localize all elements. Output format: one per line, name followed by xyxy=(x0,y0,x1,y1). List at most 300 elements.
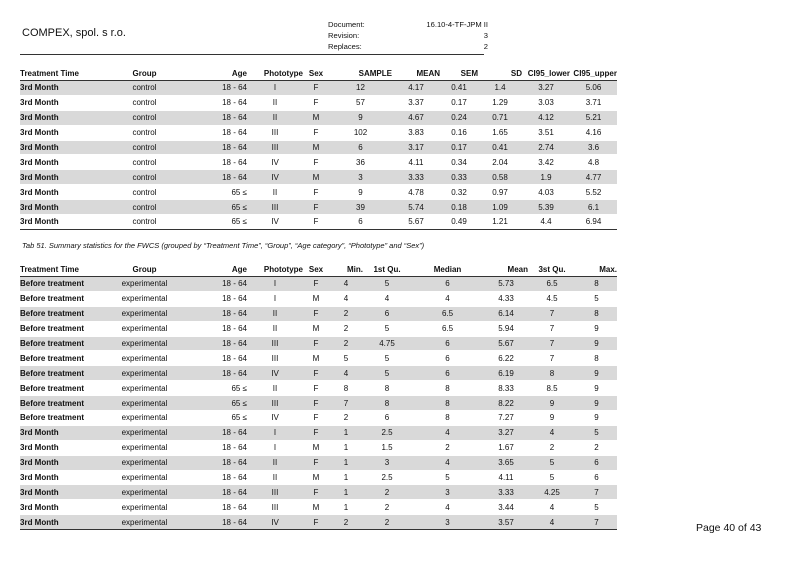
column-header: Mean xyxy=(484,263,528,277)
table-cell: 4.03 xyxy=(522,185,570,200)
table-cell: 1 xyxy=(329,470,363,485)
table-cell: F xyxy=(303,306,329,321)
table-cell: 8.33 xyxy=(484,381,528,396)
table-cell: experimental xyxy=(102,411,187,426)
table-cell: 6.1 xyxy=(570,200,617,215)
header-row xyxy=(20,67,617,81)
table-cell: 4 xyxy=(411,455,484,470)
table-cell: 4 xyxy=(363,291,411,306)
table-cell: M xyxy=(303,440,329,455)
table-cell: 0.97 xyxy=(478,185,522,200)
table-row xyxy=(20,170,617,185)
table-cell: 1.5 xyxy=(363,440,411,455)
table-cell: M xyxy=(303,140,329,155)
table-cell: 5 xyxy=(528,470,576,485)
table-cell: control xyxy=(102,155,187,170)
column-header: Phototype xyxy=(247,67,303,81)
table-cell: 3rd Month xyxy=(20,125,102,140)
replaces-label: Replaces: xyxy=(328,42,362,51)
table-cell: 6 xyxy=(329,215,392,230)
table-cell: 18 - 64 xyxy=(187,366,247,381)
table-cell: 7 xyxy=(576,515,617,530)
table-cell: 3rd Month xyxy=(20,200,102,215)
table-cell: F xyxy=(303,411,329,426)
table-cell: 4 xyxy=(411,500,484,515)
table-cell: 18 - 64 xyxy=(187,95,247,110)
table-cell: I xyxy=(247,425,303,440)
table-cell: 9 xyxy=(576,396,617,411)
table-cell: 8.5 xyxy=(528,381,576,396)
table-cell: III xyxy=(247,351,303,366)
table-cell: IV xyxy=(247,515,303,530)
table-cell: F xyxy=(303,366,329,381)
table-cell: 3rd Month xyxy=(20,170,102,185)
table-row xyxy=(20,291,617,306)
table-cell: 4 xyxy=(528,515,576,530)
table-cell: 4 xyxy=(411,291,484,306)
column-header: CI95_upper xyxy=(570,67,617,81)
table-cell: 4 xyxy=(411,425,484,440)
table-cell: II xyxy=(247,455,303,470)
table-cell: experimental xyxy=(102,351,187,366)
table-cell: 5.52 xyxy=(570,185,617,200)
table-cell: IV xyxy=(247,366,303,381)
table-cell: experimental xyxy=(102,500,187,515)
table-cell: 7 xyxy=(329,396,363,411)
table-cell: control xyxy=(102,200,187,215)
table-cell: 39 xyxy=(329,200,392,215)
table-cell: 0.18 xyxy=(440,200,478,215)
table-row xyxy=(20,140,617,155)
table-cell: 7 xyxy=(576,485,617,500)
table-cell: 2 xyxy=(329,515,363,530)
table-cell: 18 - 64 xyxy=(187,155,247,170)
table-cell: II xyxy=(247,306,303,321)
table-cell: 6.5 xyxy=(528,277,576,292)
table-cell: III xyxy=(247,200,303,215)
table-cell: 3rd Month xyxy=(20,215,102,230)
table-row xyxy=(20,200,617,215)
table-cell: 3rd Month xyxy=(20,500,102,515)
column-header: SD xyxy=(478,67,522,81)
table-cell: 0.32 xyxy=(440,185,478,200)
table-cell: 5.74 xyxy=(392,200,440,215)
table-cell: III xyxy=(247,485,303,500)
table-cell: 1.67 xyxy=(484,440,528,455)
table-row xyxy=(20,470,617,485)
column-header: Age xyxy=(187,67,247,81)
table-row xyxy=(20,95,617,110)
table-cell: 0.58 xyxy=(478,170,522,185)
table-cell: Before treatment xyxy=(20,396,102,411)
table-cell: control xyxy=(102,95,187,110)
table-cell: 0.17 xyxy=(440,140,478,155)
table-cell: 1.21 xyxy=(478,215,522,230)
table-cell: 7.27 xyxy=(484,411,528,426)
table-cell: 4.67 xyxy=(392,110,440,125)
table-cell: 3rd Month xyxy=(20,425,102,440)
column-header: 3st Qu. xyxy=(528,263,576,277)
table-cell: 4.8 xyxy=(570,155,617,170)
table-cell: control xyxy=(102,125,187,140)
table-cell: experimental xyxy=(102,440,187,455)
column-header: Sex xyxy=(303,67,329,81)
table-cell: 18 - 64 xyxy=(187,470,247,485)
table-cell: 4.33 xyxy=(484,291,528,306)
revision-value: 3 xyxy=(483,31,488,40)
table-cell: III xyxy=(247,500,303,515)
document-info xyxy=(328,19,488,52)
table-cell: 4.75 xyxy=(363,336,411,351)
table-cell: 9 xyxy=(528,396,576,411)
table-cell: F xyxy=(303,455,329,470)
table-cell: 4.11 xyxy=(484,470,528,485)
table-cell: 5 xyxy=(576,500,617,515)
table-cell: 6.19 xyxy=(484,366,528,381)
column-header: Sex xyxy=(303,263,329,277)
table-cell: 2.74 xyxy=(522,140,570,155)
table-cell: F xyxy=(303,277,329,292)
table-cell: 1 xyxy=(329,485,363,500)
table-cell: 6 xyxy=(363,411,411,426)
table-cell: 2.5 xyxy=(363,425,411,440)
table-cell: 3rd Month xyxy=(20,95,102,110)
table-cell: experimental xyxy=(102,277,187,292)
table-cell: 9 xyxy=(576,366,617,381)
table-cell: 3.71 xyxy=(570,95,617,110)
table-cell: 18 - 64 xyxy=(187,425,247,440)
table-cell: II xyxy=(247,110,303,125)
table-row xyxy=(20,515,617,530)
table-cell: 8 xyxy=(329,381,363,396)
table-cell: 4.77 xyxy=(570,170,617,185)
column-header: Group xyxy=(102,67,187,81)
table-row xyxy=(20,396,617,411)
table-cell: 2 xyxy=(329,321,363,336)
table-cell: 2 xyxy=(329,306,363,321)
table-cell: 3.42 xyxy=(522,155,570,170)
table-cell: III xyxy=(247,336,303,351)
table-cell: experimental xyxy=(102,366,187,381)
table-cell: M xyxy=(303,321,329,336)
table-cell: 6 xyxy=(576,455,617,470)
table-cell: M xyxy=(303,291,329,306)
table-cell: 2 xyxy=(363,515,411,530)
column-header: 1st Qu. xyxy=(363,263,411,277)
table-cell: III xyxy=(247,396,303,411)
table-cell: I xyxy=(247,291,303,306)
table-cell: 1.65 xyxy=(478,125,522,140)
table-cell: 0.16 xyxy=(440,125,478,140)
table-cell: 18 - 64 xyxy=(187,351,247,366)
table-row xyxy=(20,155,617,170)
table-cell: 0.24 xyxy=(440,110,478,125)
table-cell: M xyxy=(303,170,329,185)
table-row xyxy=(20,336,617,351)
table-cell: 7 xyxy=(528,306,576,321)
table-cell: 18 - 64 xyxy=(187,515,247,530)
table-cell: 0.41 xyxy=(440,81,478,96)
table-cell: 5.67 xyxy=(484,336,528,351)
table-cell: 8.22 xyxy=(484,396,528,411)
table-cell: 5.94 xyxy=(484,321,528,336)
table-cell: 5.39 xyxy=(522,200,570,215)
table-cell: 8 xyxy=(411,396,484,411)
table-cell: experimental xyxy=(102,515,187,530)
table-cell: experimental xyxy=(102,485,187,500)
table-cell: 7 xyxy=(528,321,576,336)
table-cell: 18 - 64 xyxy=(187,291,247,306)
table-cell: 2 xyxy=(576,440,617,455)
table-cell: 102 xyxy=(329,125,392,140)
table-cell: 2 xyxy=(329,336,363,351)
table1-header xyxy=(20,67,617,81)
table-cell: 6 xyxy=(363,306,411,321)
table-row xyxy=(20,81,617,96)
table-cell: 5.67 xyxy=(392,215,440,230)
table-cell: 18 - 64 xyxy=(187,125,247,140)
table-cell: 3.17 xyxy=(392,140,440,155)
table-cell: F xyxy=(303,425,329,440)
table-cell: 65 ≤ xyxy=(187,381,247,396)
table-cell: 3.83 xyxy=(392,125,440,140)
table2-body xyxy=(20,277,617,530)
table-cell: 3rd Month xyxy=(20,470,102,485)
table-cell: 3.27 xyxy=(522,81,570,96)
summary-table-control xyxy=(20,67,617,230)
table-cell: F xyxy=(303,515,329,530)
table-cell: II xyxy=(247,381,303,396)
table-cell: 3rd Month xyxy=(20,81,102,96)
table-cell: 18 - 64 xyxy=(187,500,247,515)
column-header: CI95_lower xyxy=(522,67,570,81)
table-cell: 65 ≤ xyxy=(187,185,247,200)
table-row xyxy=(20,277,617,292)
table-cell: 4 xyxy=(528,500,576,515)
table-cell: 9 xyxy=(528,411,576,426)
table-row xyxy=(20,381,617,396)
table-cell: Before treatment xyxy=(20,306,102,321)
table-cell: 4 xyxy=(329,366,363,381)
column-header: Min. xyxy=(329,263,363,277)
table-cell: II xyxy=(247,321,303,336)
table-cell: 12 xyxy=(329,81,392,96)
table-row xyxy=(20,185,617,200)
table-cell: 3 xyxy=(329,170,392,185)
table-cell: 18 - 64 xyxy=(187,277,247,292)
table-cell: experimental xyxy=(102,455,187,470)
table-cell: 6.22 xyxy=(484,351,528,366)
table-cell: 4 xyxy=(528,425,576,440)
company-name: COMPEX, spol. s r.o. xyxy=(22,27,126,39)
table-cell: Before treatment xyxy=(20,291,102,306)
table-cell: 65 ≤ xyxy=(187,411,247,426)
table-cell: 3 xyxy=(363,455,411,470)
table-cell: 0.41 xyxy=(478,140,522,155)
table-row xyxy=(20,366,617,381)
table-cell: 9 xyxy=(576,381,617,396)
table-cell: experimental xyxy=(102,291,187,306)
table-cell: 4.78 xyxy=(392,185,440,200)
table-cell: 9 xyxy=(576,336,617,351)
table-cell: 18 - 64 xyxy=(187,485,247,500)
table-cell: control xyxy=(102,81,187,96)
table-cell: 3 xyxy=(411,515,484,530)
table-cell: 3rd Month xyxy=(20,140,102,155)
table-cell: 1.9 xyxy=(522,170,570,185)
column-header: Phototype xyxy=(247,263,303,277)
table-cell: 6.5 xyxy=(411,321,484,336)
table-cell: 5 xyxy=(528,455,576,470)
table-cell: 65 ≤ xyxy=(187,215,247,230)
table-cell: 6.14 xyxy=(484,306,528,321)
table-cell: 3.51 xyxy=(522,125,570,140)
table-cell: 0.17 xyxy=(440,95,478,110)
table-cell: 8 xyxy=(576,277,617,292)
table-cell: 65 ≤ xyxy=(187,396,247,411)
table-cell: 36 xyxy=(329,155,392,170)
table-cell: 5 xyxy=(363,321,411,336)
table-cell: 1 xyxy=(329,455,363,470)
table-cell: II xyxy=(247,470,303,485)
table-cell: 18 - 64 xyxy=(187,170,247,185)
table-cell: 5.06 xyxy=(570,81,617,96)
column-header: Age xyxy=(187,263,247,277)
table-row xyxy=(20,306,617,321)
table-cell: 6.5 xyxy=(411,306,484,321)
table-cell: 5 xyxy=(576,425,617,440)
table1-body xyxy=(20,81,617,230)
table-cell: 2 xyxy=(411,440,484,455)
table-cell: 1 xyxy=(329,440,363,455)
table-cell: 0.33 xyxy=(440,170,478,185)
table-cell: 3.6 xyxy=(570,140,617,155)
table-cell: II xyxy=(247,95,303,110)
table-cell: F xyxy=(303,215,329,230)
table-cell: 18 - 64 xyxy=(187,140,247,155)
table-cell: 3 xyxy=(411,485,484,500)
table-cell: IV xyxy=(247,170,303,185)
table-cell: 8 xyxy=(528,366,576,381)
table-cell: 1 xyxy=(329,425,363,440)
table-cell: Before treatment xyxy=(20,351,102,366)
table-row xyxy=(20,455,617,470)
column-header: Treatment Time xyxy=(20,67,102,81)
summary-table-fwcs xyxy=(20,263,617,530)
table-cell: 9 xyxy=(576,411,617,426)
table-cell: M xyxy=(303,351,329,366)
table-cell: control xyxy=(102,215,187,230)
table-cell: I xyxy=(247,440,303,455)
table-cell: 7 xyxy=(528,351,576,366)
table-cell: 5.73 xyxy=(484,277,528,292)
table-cell: M xyxy=(303,500,329,515)
table-cell: M xyxy=(303,110,329,125)
table-cell: 1.09 xyxy=(478,200,522,215)
table-cell: 5 xyxy=(411,470,484,485)
document-label: Document: xyxy=(328,20,365,29)
table-row xyxy=(20,425,617,440)
document-value: 16.10-4-TF-JPM II xyxy=(426,20,488,29)
table-cell: F xyxy=(303,200,329,215)
table-cell: Before treatment xyxy=(20,411,102,426)
table-cell: 6.94 xyxy=(570,215,617,230)
page-number: Page 40 of 43 xyxy=(696,522,762,534)
table-cell: 5 xyxy=(576,291,617,306)
header-row xyxy=(20,263,617,277)
table-cell: 6 xyxy=(329,140,392,155)
table-cell: II xyxy=(247,185,303,200)
table-cell: 18 - 64 xyxy=(187,455,247,470)
table-cell: 8 xyxy=(363,396,411,411)
table-cell: 4.4 xyxy=(522,215,570,230)
table-cell: F xyxy=(303,396,329,411)
table-row xyxy=(20,321,617,336)
table-cell: 8 xyxy=(576,306,617,321)
table-cell: 0.71 xyxy=(478,110,522,125)
table-cell: Before treatment xyxy=(20,366,102,381)
table-cell: IV xyxy=(247,155,303,170)
table-cell: F xyxy=(303,336,329,351)
table-cell: experimental xyxy=(102,321,187,336)
column-header: Median xyxy=(411,263,484,277)
table-cell: 18 - 64 xyxy=(187,81,247,96)
table-cell: control xyxy=(102,185,187,200)
table-cell: F xyxy=(303,155,329,170)
table-cell: 18 - 64 xyxy=(187,306,247,321)
table-cell: 8 xyxy=(411,381,484,396)
table-cell: control xyxy=(102,140,187,155)
table-cell: 9 xyxy=(576,321,617,336)
table-cell: 3rd Month xyxy=(20,440,102,455)
table-cell: Before treatment xyxy=(20,381,102,396)
table-row xyxy=(20,411,617,426)
table-cell: 9 xyxy=(329,185,392,200)
table-cell: 57 xyxy=(329,95,392,110)
table-cell: 3.44 xyxy=(484,500,528,515)
table-cell: 3rd Month xyxy=(20,110,102,125)
table-cell: 18 - 64 xyxy=(187,336,247,351)
table-cell: 1.29 xyxy=(478,95,522,110)
table-cell: 7 xyxy=(528,336,576,351)
table-cell: I xyxy=(247,277,303,292)
table-cell: 8 xyxy=(576,351,617,366)
table-row xyxy=(20,500,617,515)
table-cell: 6 xyxy=(411,351,484,366)
table-cell: 5 xyxy=(363,366,411,381)
table-cell: 3rd Month xyxy=(20,515,102,530)
table-cell: 4.5 xyxy=(528,291,576,306)
table-cell: 2.04 xyxy=(478,155,522,170)
table-cell: IV xyxy=(247,411,303,426)
column-header: Group xyxy=(102,263,187,277)
table-cell: experimental xyxy=(102,381,187,396)
table-cell: 2.5 xyxy=(363,470,411,485)
table-cell: F xyxy=(303,381,329,396)
table-cell: I xyxy=(247,81,303,96)
table-cell: 3.65 xyxy=(484,455,528,470)
table-cell: 1 xyxy=(329,500,363,515)
table-cell: experimental xyxy=(102,336,187,351)
table-cell: 2 xyxy=(528,440,576,455)
table-cell: control xyxy=(102,170,187,185)
table-cell: experimental xyxy=(102,306,187,321)
table-row xyxy=(20,351,617,366)
table-cell: 2 xyxy=(363,485,411,500)
revision-label: Revision: xyxy=(328,31,360,40)
table-cell: 0.49 xyxy=(440,215,478,230)
table-cell: 65 ≤ xyxy=(187,200,247,215)
